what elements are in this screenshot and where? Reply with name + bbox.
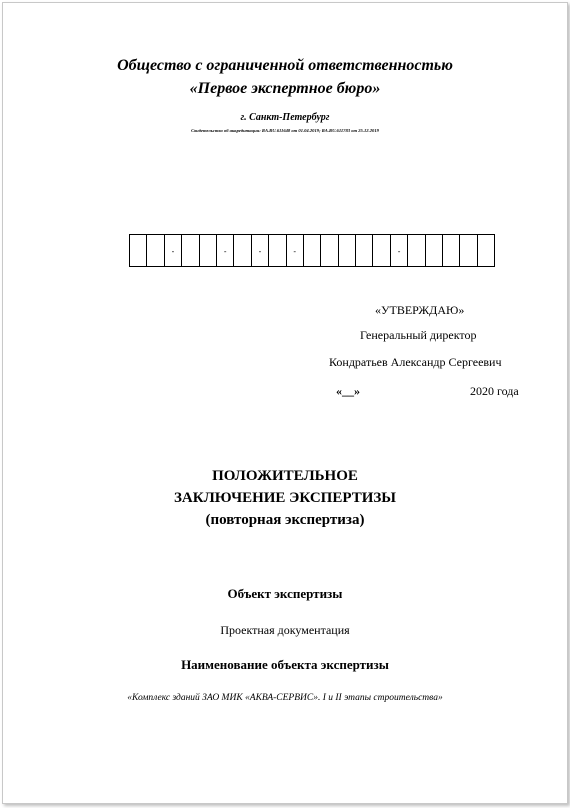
code-cell xyxy=(234,234,251,267)
code-cell xyxy=(478,234,495,267)
code-cell: - xyxy=(165,234,182,267)
code-cell xyxy=(460,234,477,267)
document-code-grid xyxy=(129,234,495,267)
object-name-value: «Комплекс зданий ЗАО МИК «АКВА-СЕРВИС». I и II этапы строительства» xyxy=(127,693,443,703)
code-cell xyxy=(373,234,390,267)
approval-date-year: 2020 года xyxy=(470,384,519,398)
approver-position: Генеральный директор xyxy=(360,328,477,342)
code-cell xyxy=(321,234,338,267)
org-city: г. Санкт-Петербург xyxy=(240,112,330,123)
approve-label: «УТВЕРЖДАЮ» xyxy=(375,303,465,317)
code-cell xyxy=(147,234,164,267)
code-cell xyxy=(130,234,147,267)
code-cell: - xyxy=(217,234,234,267)
approver-name: Кондратьев Александр Сергеевич xyxy=(329,355,502,369)
accreditation-line: Свидетельство об аккредитации: RA.RU.611648 от 01.04.2019; RA.RU.611783 от 25.12.2019 xyxy=(191,128,379,133)
approval-date-day: «__» xyxy=(336,384,360,398)
code-cell xyxy=(443,234,460,267)
org-name-line2: «Первое экспертное бюро» xyxy=(189,80,381,97)
code-cell: - xyxy=(391,234,408,267)
object-value: Проектная документация xyxy=(220,623,350,637)
code-cell: - xyxy=(252,234,269,267)
code-cell xyxy=(200,234,217,267)
object-heading: Объект экспертизы xyxy=(227,586,343,601)
object-name-heading: Наименование объекта экспертизы xyxy=(181,657,389,672)
document-title-line3: (повторная экспертиза) xyxy=(205,512,365,528)
code-cell xyxy=(269,234,286,267)
code-cell xyxy=(408,234,425,267)
document-title-line1: ПОЛОЖИТЕЛЬНОЕ xyxy=(212,468,358,484)
code-cell xyxy=(304,234,321,267)
org-name-line1: Общество с ограниченной ответственностью xyxy=(117,57,453,74)
code-cell xyxy=(339,234,356,267)
code-cell xyxy=(426,234,443,267)
code-cell xyxy=(182,234,199,267)
document-title-line2: ЗАКЛЮЧЕНИЕ ЭКСПЕРТИЗЫ xyxy=(173,490,397,506)
code-cell xyxy=(356,234,373,267)
code-cell: - xyxy=(287,234,304,267)
document-page xyxy=(2,2,568,804)
